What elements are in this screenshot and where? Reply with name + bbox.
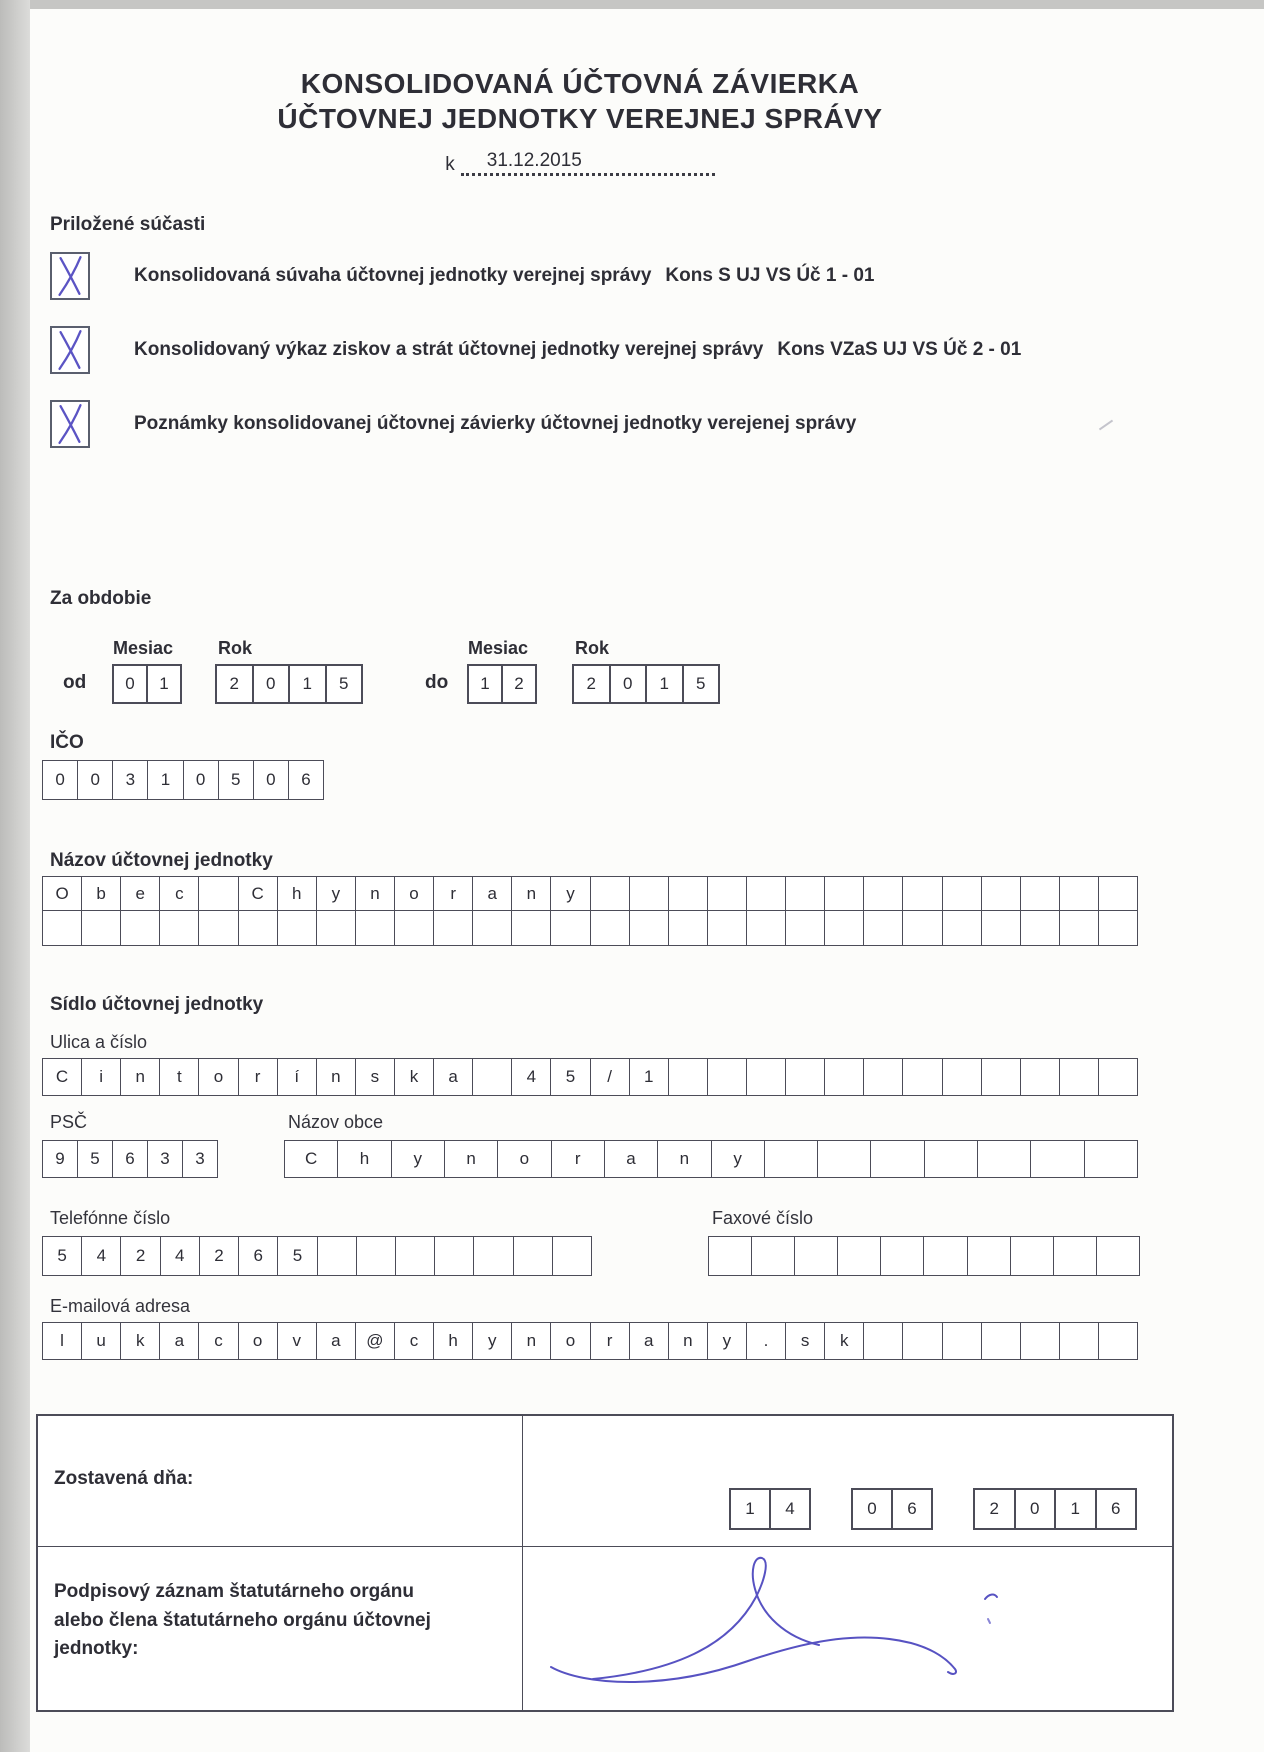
psc-label: PSČ [50, 1112, 88, 1132]
grid-cell [943, 1322, 982, 1360]
grid-cell [881, 1236, 924, 1276]
grid-cell [708, 1236, 752, 1276]
attachment-label-text: Konsolidovaný výkaz ziskov a strát účtovnej jednotky verejnej správy [134, 339, 764, 361]
scan-edge-top [0, 0, 1264, 9]
grid-cell: 6 [289, 760, 324, 800]
grid-cell: 5 [42, 1236, 82, 1276]
grid-cell: @ [356, 1322, 395, 1360]
grid-cell: y [392, 1140, 445, 1178]
grid-cell: k [121, 1322, 160, 1360]
grid-cell [943, 1058, 982, 1096]
email-label: E-mailová adresa [50, 1296, 191, 1316]
grid-cell [42, 911, 82, 946]
grid-cell [708, 1058, 747, 1096]
grid-cell: v [278, 1322, 317, 1360]
grid-cell: 1 [729, 1488, 771, 1530]
grid-cell [747, 911, 786, 946]
grid-cell [630, 876, 669, 911]
grid-cell: 4 [512, 1058, 551, 1096]
grid-cell [630, 911, 669, 946]
attachment-label [134, 338, 1021, 362]
grid-cell: o [239, 1322, 278, 1360]
grid-cell [903, 911, 942, 946]
grid-cell [474, 1236, 513, 1276]
obec-label: Názov obce [288, 1112, 384, 1132]
grid-cell [1099, 1322, 1138, 1360]
grid-cell [825, 911, 864, 946]
footer-table-vertical-divider [522, 1416, 523, 1710]
grid-cell [786, 876, 825, 911]
grid-cell: b [82, 876, 121, 911]
grid-cell [553, 1236, 592, 1276]
grid-cell: h [338, 1140, 391, 1178]
grid-cell [160, 911, 199, 946]
attachment-label-text: Poznámky konsolidovanej účtovnej závierky účtovnej jednotky verejenej správy [134, 413, 857, 435]
to-month-grid [467, 664, 537, 704]
psc-grid [42, 1140, 218, 1178]
grid-cell: 1 [467, 664, 503, 704]
grid-cell [1097, 1236, 1140, 1276]
grid-cell: o [551, 1322, 590, 1360]
grid-cell [121, 911, 160, 946]
grid-cell: i [82, 1058, 121, 1096]
page-title-line1: KONSOLIDOVANÁ ÚČTOVNÁ ZÁVIERKA [300, 68, 860, 99]
grid-cell: 1 [290, 664, 327, 704]
grid-cell [982, 1058, 1021, 1096]
grid-cell [1060, 1322, 1099, 1360]
grid-cell [1099, 876, 1138, 911]
attachments-heading: Priložené súčasti [50, 214, 206, 235]
checkbox-x-icon [52, 254, 88, 298]
grid-cell: 2 [200, 1236, 239, 1276]
grid-cell [239, 911, 278, 946]
from-month-grid [112, 664, 182, 704]
grid-cell: 3 [113, 760, 148, 800]
grid-cell [1021, 876, 1060, 911]
grid-cell [514, 1236, 553, 1276]
grid-cell [669, 911, 708, 946]
grid-cell [1021, 911, 1060, 946]
grid-cell: 2 [215, 664, 254, 704]
entity-name-grid-row1 [42, 876, 1138, 911]
to-label: do [425, 672, 449, 693]
grid-cell: 5 [78, 1140, 113, 1178]
grid-cell: C [284, 1140, 338, 1178]
grid-cell [864, 1058, 903, 1096]
grid-cell [864, 876, 903, 911]
grid-cell [1031, 1140, 1084, 1178]
address-heading: Sídlo účtovnej jednotky [50, 994, 264, 1015]
grid-cell: 0 [42, 760, 78, 800]
grid-cell: 0 [254, 664, 291, 704]
grid-cell: 2 [503, 664, 537, 704]
from-year-label: Rok [218, 638, 253, 658]
grid-cell: 3 [183, 1140, 218, 1178]
grid-cell: e [121, 876, 160, 911]
grid-cell: 0 [611, 664, 648, 704]
period-heading: Za obdobie [50, 588, 152, 609]
grid-cell [747, 876, 786, 911]
grid-cell: o [395, 876, 434, 911]
attachment-label [134, 412, 856, 436]
grid-cell: 5 [551, 1058, 590, 1096]
grid-cell: c [199, 1322, 238, 1360]
grid-cell [395, 911, 434, 946]
grid-cell [871, 1140, 924, 1178]
attachment-code: Kons VZaS UJ VS Úč 2 - 01 [777, 339, 1022, 361]
grid-cell: C [239, 876, 278, 911]
grid-cell: n [445, 1140, 498, 1178]
grid-cell [825, 876, 864, 911]
checkbox-x-icon [52, 328, 88, 372]
grid-cell: / [591, 1058, 630, 1096]
grid-cell [512, 911, 551, 946]
grid-cell [1085, 1140, 1138, 1178]
grid-cell: í [278, 1058, 317, 1096]
grid-cell: 6 [239, 1236, 278, 1276]
grid-cell [669, 1058, 708, 1096]
grid-cell: t [160, 1058, 199, 1096]
grid-cell: r [239, 1058, 278, 1096]
grid-cell [473, 911, 512, 946]
grid-cell: k [395, 1058, 434, 1096]
grid-cell: 5 [684, 664, 721, 704]
grid-cell: 1 [647, 664, 684, 704]
street-grid [42, 1058, 1138, 1096]
grid-cell: y [551, 876, 590, 911]
grid-cell: r [591, 1322, 630, 1360]
grid-cell: a [160, 1322, 199, 1360]
grid-cell [982, 1322, 1021, 1360]
grid-cell: y [317, 876, 356, 911]
grid-cell: h [434, 1322, 473, 1360]
grid-cell: O [42, 876, 82, 911]
grid-cell: 0 [112, 664, 148, 704]
from-month-label: Mesiac [113, 638, 174, 658]
grid-cell: 5 [278, 1236, 317, 1276]
grid-cell: n [658, 1140, 711, 1178]
grid-cell: 9 [42, 1140, 78, 1178]
attachment-code: Kons S UJ VS Úč 1 - 01 [665, 265, 875, 287]
compiled-month-grid [851, 1488, 933, 1530]
grid-cell [396, 1236, 435, 1276]
grid-cell [1060, 1058, 1099, 1096]
grid-cell: r [434, 876, 473, 911]
grid-cell [669, 876, 708, 911]
grid-cell: n [512, 1322, 551, 1360]
grid-cell [317, 911, 356, 946]
phone-grid [42, 1236, 592, 1276]
grid-cell: 4 [161, 1236, 200, 1276]
grid-cell [864, 1322, 903, 1360]
grid-cell [925, 1140, 978, 1178]
grid-cell: y [712, 1140, 765, 1178]
checkbox-vzas [50, 326, 90, 374]
footer-table-horizontal-divider [38, 1546, 1172, 1547]
grid-cell [864, 911, 903, 946]
fax-grid [708, 1236, 1140, 1276]
grid-cell: 1 [148, 664, 182, 704]
grid-cell [747, 1058, 786, 1096]
attachment-row-poznamky [50, 400, 1150, 448]
grid-cell: n [512, 876, 551, 911]
grid-cell [1021, 1058, 1060, 1096]
footer-table [36, 1414, 1174, 1712]
page-title-line2: ÚČTOVNEJ JEDNOTKY VEREJNEJ SPRÁVY [277, 103, 883, 134]
grid-cell [278, 911, 317, 946]
to-month-label: Mesiac [468, 638, 529, 658]
grid-cell [1099, 911, 1138, 946]
grid-cell [1021, 1322, 1060, 1360]
grid-cell [1060, 911, 1099, 946]
compiled-date-label: Zostavená dňa: [54, 1468, 194, 1489]
grid-cell [982, 911, 1021, 946]
grid-cell [982, 876, 1021, 911]
grid-cell [903, 1322, 942, 1360]
grid-cell [551, 911, 590, 946]
grid-cell: 4 [771, 1488, 811, 1530]
grid-cell: o [199, 1058, 238, 1096]
grid-cell: c [160, 876, 199, 911]
grid-cell [435, 1236, 474, 1276]
phone-label: Telefónne číslo [50, 1208, 171, 1228]
fax-label: Faxové číslo [712, 1208, 814, 1228]
grid-cell [1099, 1058, 1138, 1096]
grid-cell: a [434, 1058, 473, 1096]
grid-cell: 2 [121, 1236, 160, 1276]
grid-cell [903, 876, 942, 911]
grid-cell: 1 [630, 1058, 669, 1096]
grid-cell: r [552, 1140, 605, 1178]
grid-cell: h [278, 876, 317, 911]
grid-cell [943, 911, 982, 946]
grid-cell [752, 1236, 795, 1276]
grid-cell [1011, 1236, 1054, 1276]
grid-cell: s [786, 1322, 825, 1360]
grid-cell: 2 [572, 664, 611, 704]
obec-grid [284, 1140, 1138, 1178]
attachment-label-text: Konsolidovaná súvaha účtovnej jednotky verejnej správy [134, 265, 652, 287]
attachment-row-suvaha [50, 252, 1150, 300]
grid-cell [978, 1140, 1031, 1178]
grid-cell [1060, 876, 1099, 911]
to-year-grid [572, 664, 720, 704]
grid-cell: 4 [82, 1236, 121, 1276]
grid-cell: 0 [184, 760, 219, 800]
report-date-line [20, 150, 1140, 176]
grid-cell: a [605, 1140, 658, 1178]
grid-cell: 5 [219, 760, 254, 800]
signature [533, 1549, 1033, 1704]
grid-cell: n [317, 1058, 356, 1096]
grid-cell: 0 [254, 760, 289, 800]
grid-cell [356, 911, 395, 946]
grid-cell: . [747, 1322, 786, 1360]
email-grid [42, 1322, 1138, 1360]
grid-cell [357, 1236, 396, 1276]
report-date-value: 31.12.2015 [461, 150, 715, 176]
grid-cell: 1 [1056, 1488, 1097, 1530]
page-title [20, 66, 1140, 136]
grid-cell [82, 911, 121, 946]
grid-cell [318, 1236, 357, 1276]
compiled-date-boxes [729, 1488, 1137, 1530]
grid-cell [903, 1058, 942, 1096]
grid-cell: 5 [327, 664, 364, 704]
attachment-label [134, 264, 874, 288]
grid-cell [924, 1236, 967, 1276]
signature-label: Podpisový záznam štatutárneho orgánu alebo člena štatutárneho orgánu účtovnej jednotky: [54, 1581, 431, 1659]
grid-cell: c [395, 1322, 434, 1360]
grid-cell: y [473, 1322, 512, 1360]
grid-cell [199, 876, 238, 911]
grid-cell: l [42, 1322, 82, 1360]
grid-cell [943, 876, 982, 911]
grid-cell [795, 1236, 838, 1276]
checkbox-x-icon [52, 402, 88, 446]
grid-cell [818, 1140, 871, 1178]
grid-cell: n [356, 876, 395, 911]
grid-cell [473, 1058, 512, 1096]
grid-cell: a [317, 1322, 356, 1360]
grid-cell [825, 1058, 864, 1096]
grid-cell: 6 [113, 1140, 148, 1178]
grid-cell: 0 [78, 760, 113, 800]
grid-cell [838, 1236, 881, 1276]
checkbox-suvaha [50, 252, 90, 300]
grid-cell [968, 1236, 1011, 1276]
entity-name-label: Názov účtovnej jednotky [50, 850, 273, 871]
report-date-prefix: k [445, 154, 455, 175]
grid-cell [199, 911, 238, 946]
grid-cell [708, 911, 747, 946]
attachment-row-vzas [50, 326, 1150, 374]
grid-cell: k [825, 1322, 864, 1360]
from-year-grid [215, 664, 363, 704]
grid-cell [1054, 1236, 1097, 1276]
grid-cell [765, 1140, 818, 1178]
grid-cell: 6 [893, 1488, 933, 1530]
grid-cell: 0 [1016, 1488, 1057, 1530]
street-label: Ulica a číslo [50, 1032, 148, 1052]
attachments-section [50, 214, 1150, 474]
grid-cell: 1 [148, 760, 183, 800]
grid-cell: C [42, 1058, 82, 1096]
grid-cell: o [498, 1140, 551, 1178]
grid-cell: s [356, 1058, 395, 1096]
grid-cell: u [82, 1322, 121, 1360]
grid-cell: n [121, 1058, 160, 1096]
grid-cell: n [669, 1322, 708, 1360]
from-label: od [63, 672, 87, 693]
compiled-day-grid [729, 1488, 811, 1530]
grid-cell: 3 [148, 1140, 183, 1178]
grid-cell [591, 876, 630, 911]
checkbox-poznamky [50, 400, 90, 448]
grid-cell [786, 911, 825, 946]
grid-cell: 6 [1097, 1488, 1138, 1530]
scan-edge-left [0, 0, 30, 1752]
grid-cell: a [630, 1322, 669, 1360]
grid-cell: y [708, 1322, 747, 1360]
grid-cell [786, 1058, 825, 1096]
grid-cell: 0 [851, 1488, 893, 1530]
grid-cell [434, 911, 473, 946]
to-year-label: Rok [575, 638, 610, 658]
grid-cell [708, 876, 747, 911]
grid-cell [591, 911, 630, 946]
entity-name-grid-row2 [42, 911, 1138, 946]
compiled-year-grid [973, 1488, 1137, 1530]
grid-cell: a [473, 876, 512, 911]
grid-cell: 2 [973, 1488, 1016, 1530]
ico-grid [42, 760, 324, 800]
ico-label: IČO [50, 732, 84, 753]
